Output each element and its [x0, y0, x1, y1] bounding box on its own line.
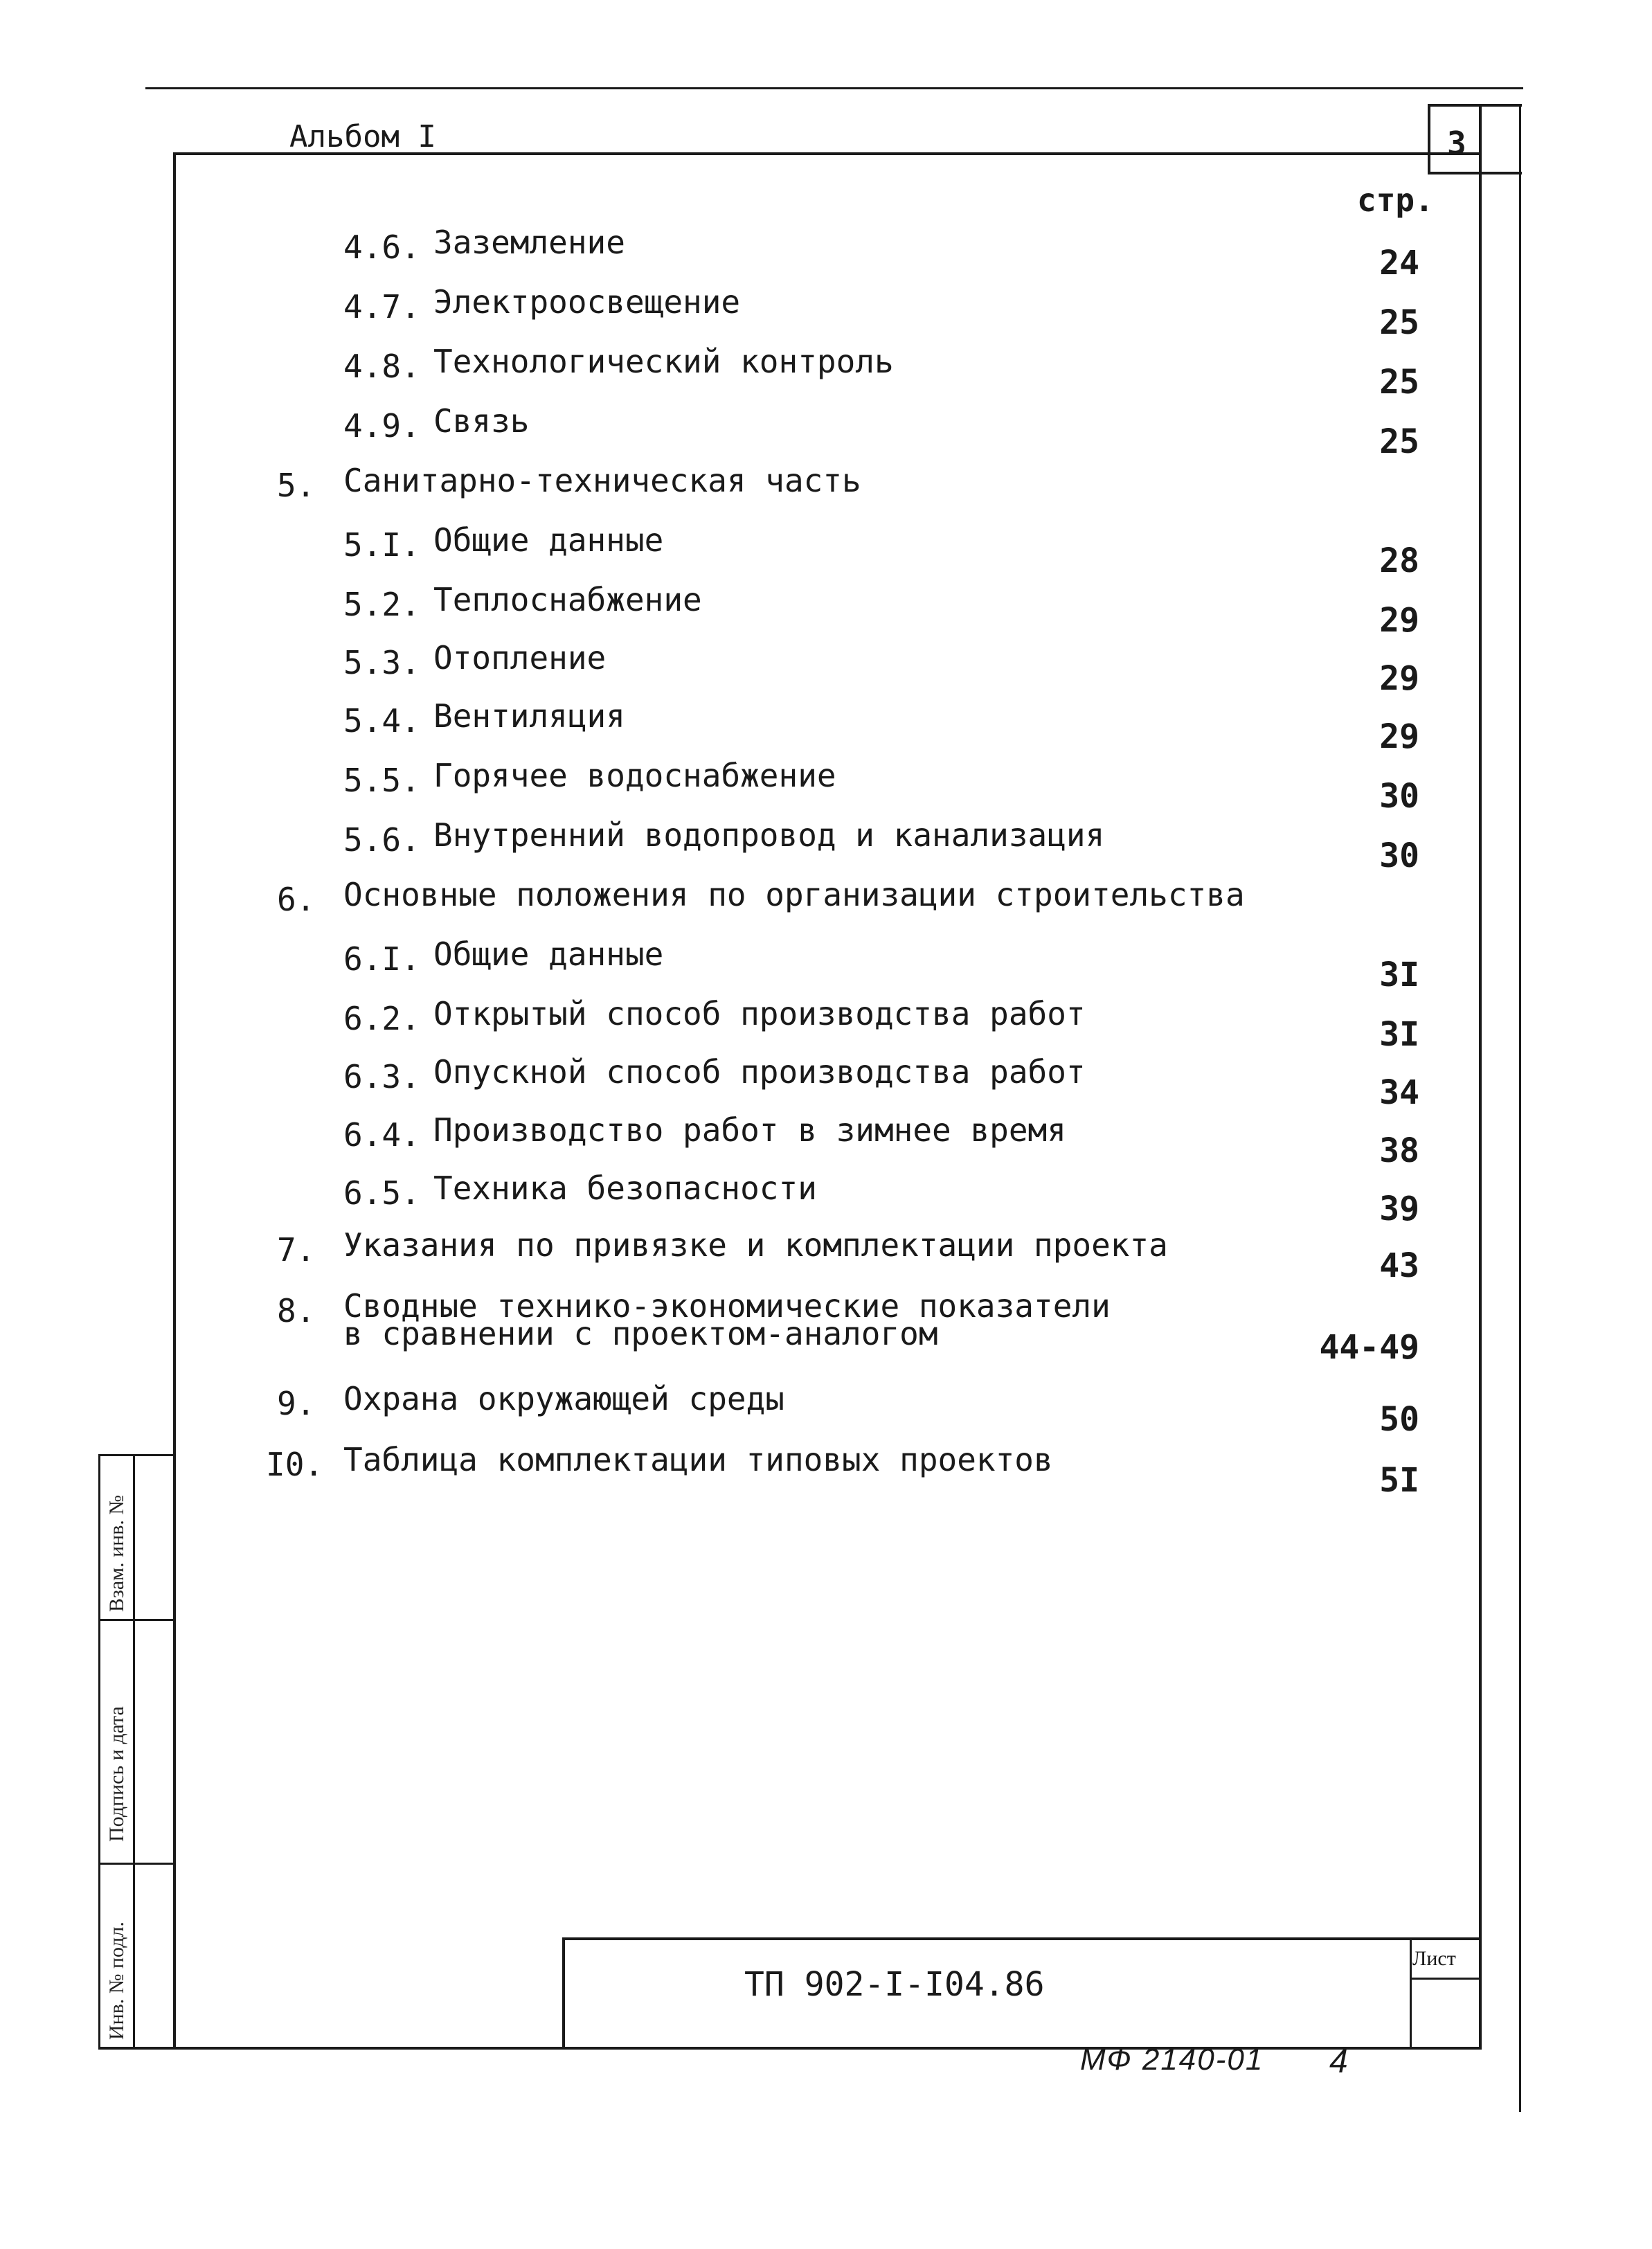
toc-page: 29	[1379, 601, 1419, 640]
toc-number: 6.2.	[343, 1000, 420, 1037]
frame-far-right	[1519, 104, 1521, 2112]
toc-title: Связь	[433, 402, 530, 440]
toc-title: Горячее водоснабжение	[433, 757, 836, 794]
toc-title: Общие данные	[433, 935, 664, 973]
toc-title: Производство работ в зимнее время	[433, 1111, 1066, 1149]
toc-page: 28	[1379, 541, 1419, 580]
margin-line-outer	[98, 1454, 100, 2048]
title-block-top	[562, 1937, 1482, 1940]
toc-number: 5.6.	[343, 821, 420, 859]
top-rule	[145, 87, 1523, 89]
toc-number: 6.5.	[343, 1174, 420, 1212]
toc-title: Общие данные	[433, 521, 664, 559]
toc-page: 43	[1379, 1246, 1419, 1285]
toc-number: 4.7.	[343, 288, 420, 325]
sheet-box-top	[1428, 104, 1522, 107]
toc-number: 4.9.	[343, 407, 420, 445]
toc-entry	[0, 876, 1652, 929]
toc-number: 4.8.	[343, 348, 420, 385]
toc-entry	[0, 697, 1652, 756]
toc-page: 30	[1379, 836, 1419, 875]
toc-page: 3I	[1379, 1015, 1419, 1054]
toc-number: I0.	[266, 1446, 324, 1483]
toc-page: 29	[1379, 659, 1419, 698]
toc-number: 9.	[277, 1385, 316, 1422]
toc-title: Указания по привязке и комплектации проекта	[343, 1226, 1168, 1264]
toc-page: 44-49	[1319, 1328, 1419, 1367]
toc-number: 5.4.	[343, 702, 420, 740]
frame-bottom	[98, 2047, 1482, 2050]
toc-page: 38	[1379, 1131, 1419, 1170]
toc-number: 6.3.	[343, 1058, 420, 1095]
toc-page: 39	[1379, 1190, 1419, 1228]
original-inventory-label: Инв. № подл.	[105, 1921, 128, 2040]
toc-entry	[0, 521, 1652, 580]
toc-page: 30	[1379, 777, 1419, 816]
toc-number: 5.3.	[343, 644, 420, 681]
margin-line-inner	[133, 1454, 135, 2048]
toc-page: 25	[1379, 363, 1419, 402]
toc-page: 5I	[1379, 1461, 1419, 1500]
replacement-inventory-label: Взам. инв. №	[105, 1494, 128, 1612]
archive-page-number: 4	[1329, 2043, 1348, 2080]
toc-number: 5.2.	[343, 586, 420, 623]
toc-page: 25	[1379, 303, 1419, 342]
toc-title: Таблица комплектации типовых проектов	[343, 1441, 1053, 1478]
toc-number: 6.I.	[343, 940, 420, 978]
toc-entry	[0, 1170, 1652, 1228]
toc-title: Теплоснабжение	[433, 581, 702, 618]
toc-title: Электроосвещение	[433, 283, 741, 321]
toc-number: 4.6.	[343, 229, 420, 266]
toc-entry	[0, 1441, 1652, 1500]
toc-title: Отопление	[433, 639, 607, 677]
toc-entry	[0, 757, 1652, 816]
toc-entry	[0, 462, 1652, 515]
toc-entry	[0, 224, 1652, 283]
sheet-box-bottom	[1428, 172, 1522, 174]
toc-title: Опускной способ производства работ	[433, 1053, 1086, 1091]
margin-top	[98, 1454, 176, 1456]
toc-number: 5.	[277, 467, 316, 504]
margin-div-1	[98, 1619, 176, 1621]
toc-title: Технологический контроль	[433, 343, 894, 380]
toc-entry	[0, 402, 1652, 461]
toc-page: 24	[1379, 244, 1419, 283]
toc-entry	[0, 935, 1652, 994]
toc-entry	[0, 1287, 1652, 1368]
sheet-cell-divider	[1410, 1978, 1482, 1980]
album-label: Альбом I	[289, 119, 436, 154]
toc-number: 5.I.	[343, 526, 420, 564]
toc-entry	[0, 283, 1652, 342]
toc-number: 5.5.	[343, 762, 420, 799]
toc-title: Техника безопасности	[433, 1170, 817, 1207]
page-column-header: стр.	[1357, 181, 1434, 219]
toc-entry	[0, 581, 1652, 640]
toc-number: 7.	[277, 1231, 316, 1269]
toc-entry	[0, 1226, 1652, 1285]
toc-title: Внутренний водопровод и канализация	[433, 816, 1105, 854]
toc-entry	[0, 343, 1652, 402]
toc-entry	[0, 639, 1652, 698]
sheet-label: Лист	[1412, 1947, 1456, 1970]
toc-title: Санитарно-техническая часть	[343, 462, 861, 499]
toc-title: Заземление	[433, 224, 625, 261]
toc-entry	[0, 1111, 1652, 1170]
toc-page: 3I	[1379, 956, 1419, 994]
toc-number: 6.	[277, 881, 316, 918]
toc-page: 34	[1379, 1073, 1419, 1112]
title-block-left	[562, 1937, 565, 2048]
toc-page: 25	[1379, 422, 1419, 461]
toc-title: Охрана окружающей среды	[343, 1380, 784, 1417]
toc-title: Вентиляция	[433, 697, 625, 735]
toc-entry	[0, 816, 1652, 875]
toc-entry	[0, 1053, 1652, 1112]
margin-div-2	[98, 1863, 176, 1865]
toc-entry	[0, 1380, 1652, 1439]
sheet-number: 3	[1447, 125, 1466, 162]
toc-page: 50	[1379, 1400, 1419, 1439]
document-code: ТП 902-I-I04.86	[744, 1965, 1045, 2004]
toc-title: Открытый способ производства работ	[433, 995, 1086, 1032]
sheet-box-left	[1428, 104, 1430, 173]
toc-number: 8.	[277, 1292, 316, 1329]
toc-entry	[0, 995, 1652, 1054]
toc-title: Сводные технико-экономические показатели в сравнении с проектом-аналогом	[343, 1287, 1111, 1352]
signature-date-label: Подпись и дата	[105, 1706, 128, 1842]
toc-page: 29	[1379, 717, 1419, 756]
sheet-cell-left	[1410, 1937, 1412, 2048]
toc-number: 6.4.	[343, 1116, 420, 1154]
archive-code: МФ 2140-01	[1080, 2043, 1264, 2077]
toc-title: Основные положения по организации строительства	[343, 876, 1245, 913]
